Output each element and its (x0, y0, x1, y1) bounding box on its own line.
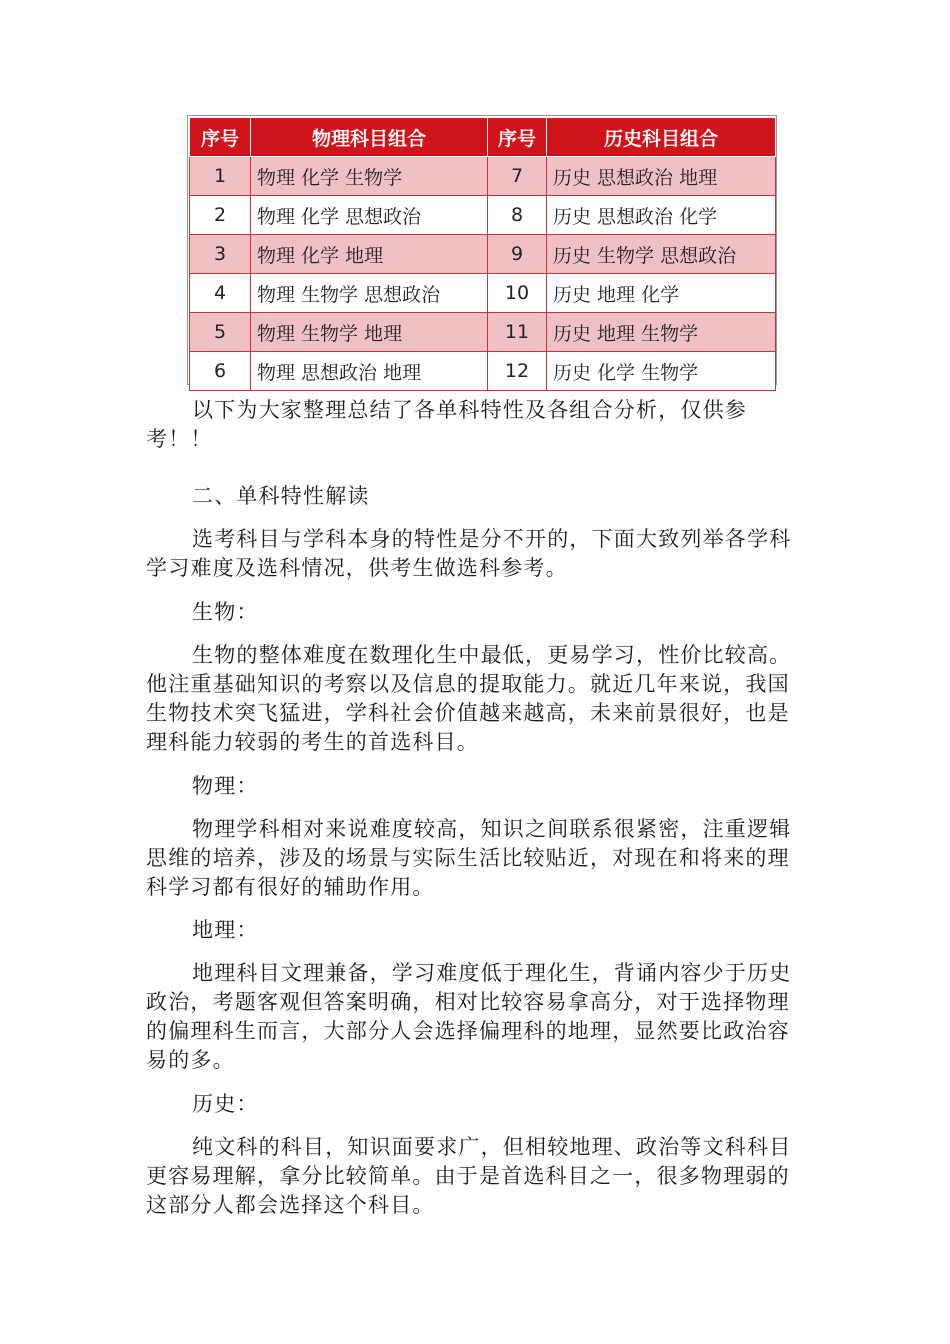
biology-paragraph: 生物的整体难度在数理化生中最低，更易学习，性价比较高。他注重基础知识的考察以及信息的提取能力。就近几年来说，我国生物技术突飞猛进，学科社会价值越来越高，未来前景很好，也是理科能力较弱的考生的首选科目。 (146, 643, 792, 754)
geography-paragraph: 地理科目文理兼备，学习难度低于理化生，背诵内容少于历史政治，考题客观但答案明确，相对比较容易拿高分，对于选择物理的偏理科生而言，大部分人会选择偏理科的地理，显然要比政治容易的多。 (146, 961, 792, 1072)
physics-combination-cell: 物理 生物学 思想政治 (251, 274, 488, 313)
intro-paragraph: 以下为大家整理总结了各单科特性及各组合分析，仅供参考！！ (146, 398, 747, 451)
physics-combination-cell: 物理 思想政治 地理 (251, 352, 488, 391)
section-intro-paragraph: 选考科目与学科本身的特性是分不开的，下面大致列举各学科学习难度及选科情况，供考生做选科参考。 (146, 527, 792, 580)
row-index-physics: 1 (190, 157, 251, 196)
row-index-history: 7 (488, 157, 547, 196)
header-index-physics: 序号 (190, 118, 251, 157)
geography-label: 地理： (192, 918, 259, 942)
physics-combination-cell: 物理 化学 地理 (251, 235, 488, 274)
history-combination-cell: 历史 思想政治 化学 (547, 196, 776, 235)
row-index-history: 12 (488, 352, 547, 391)
physics-combination-cell: 物理 生物学 地理 (251, 313, 488, 352)
history-combination-cell: 历史 地理 生物学 (547, 313, 776, 352)
row-index-physics: 4 (190, 274, 251, 313)
row-index-physics: 5 (190, 313, 251, 352)
table-row (190, 313, 776, 352)
history-combination-cell: 历史 化学 生物学 (547, 352, 776, 391)
history-combination-cell: 历史 生物学 思想政治 (547, 235, 776, 274)
physics-paragraph: 物理学科相对来说难度较高，知识之间联系很紧密，注重逻辑思维的培养，涉及的场景与实际生活比较贴近，对现在和将来的理科学习都有很好的辅助作用。 (146, 817, 792, 899)
row-index-physics: 3 (190, 235, 251, 274)
table-row (190, 157, 776, 196)
header-history-combination: 历史科目组合 (547, 118, 776, 157)
subject-combination-table-frame (187, 115, 777, 385)
section-heading-single-subject: 二、单科特性解读 (192, 484, 370, 508)
history-label: 历史： (192, 1092, 259, 1116)
row-index-physics: 6 (190, 352, 251, 391)
header-index-history: 序号 (488, 118, 547, 157)
row-index-history: 8 (488, 196, 547, 235)
table-row (190, 196, 776, 235)
biology-label: 生物： (192, 600, 259, 624)
row-index-history: 9 (488, 235, 547, 274)
physics-combination-cell: 物理 化学 思想政治 (251, 196, 488, 235)
subject-combination-table (189, 117, 776, 391)
row-index-history: 11 (488, 313, 547, 352)
table-header-row (190, 118, 776, 157)
row-index-physics: 2 (190, 196, 251, 235)
table-row (190, 274, 776, 313)
row-index-history: 10 (488, 274, 547, 313)
table-row (190, 352, 776, 391)
physics-combination-cell: 物理 化学 生物学 (251, 157, 488, 196)
physics-label: 物理： (192, 774, 259, 798)
history-paragraph: 纯文科的科目，知识面要求广，但相较地理、政治等文科科目更容易理解，拿分比较简单。由于是首选科目之一，很多物理弱的这部分人都会选择这个科目。 (146, 1135, 792, 1217)
header-physics-combination: 物理科目组合 (251, 118, 488, 157)
table-row (190, 235, 776, 274)
history-combination-cell: 历史 地理 化学 (547, 274, 776, 313)
history-combination-cell: 历史 思想政治 地理 (547, 157, 776, 196)
